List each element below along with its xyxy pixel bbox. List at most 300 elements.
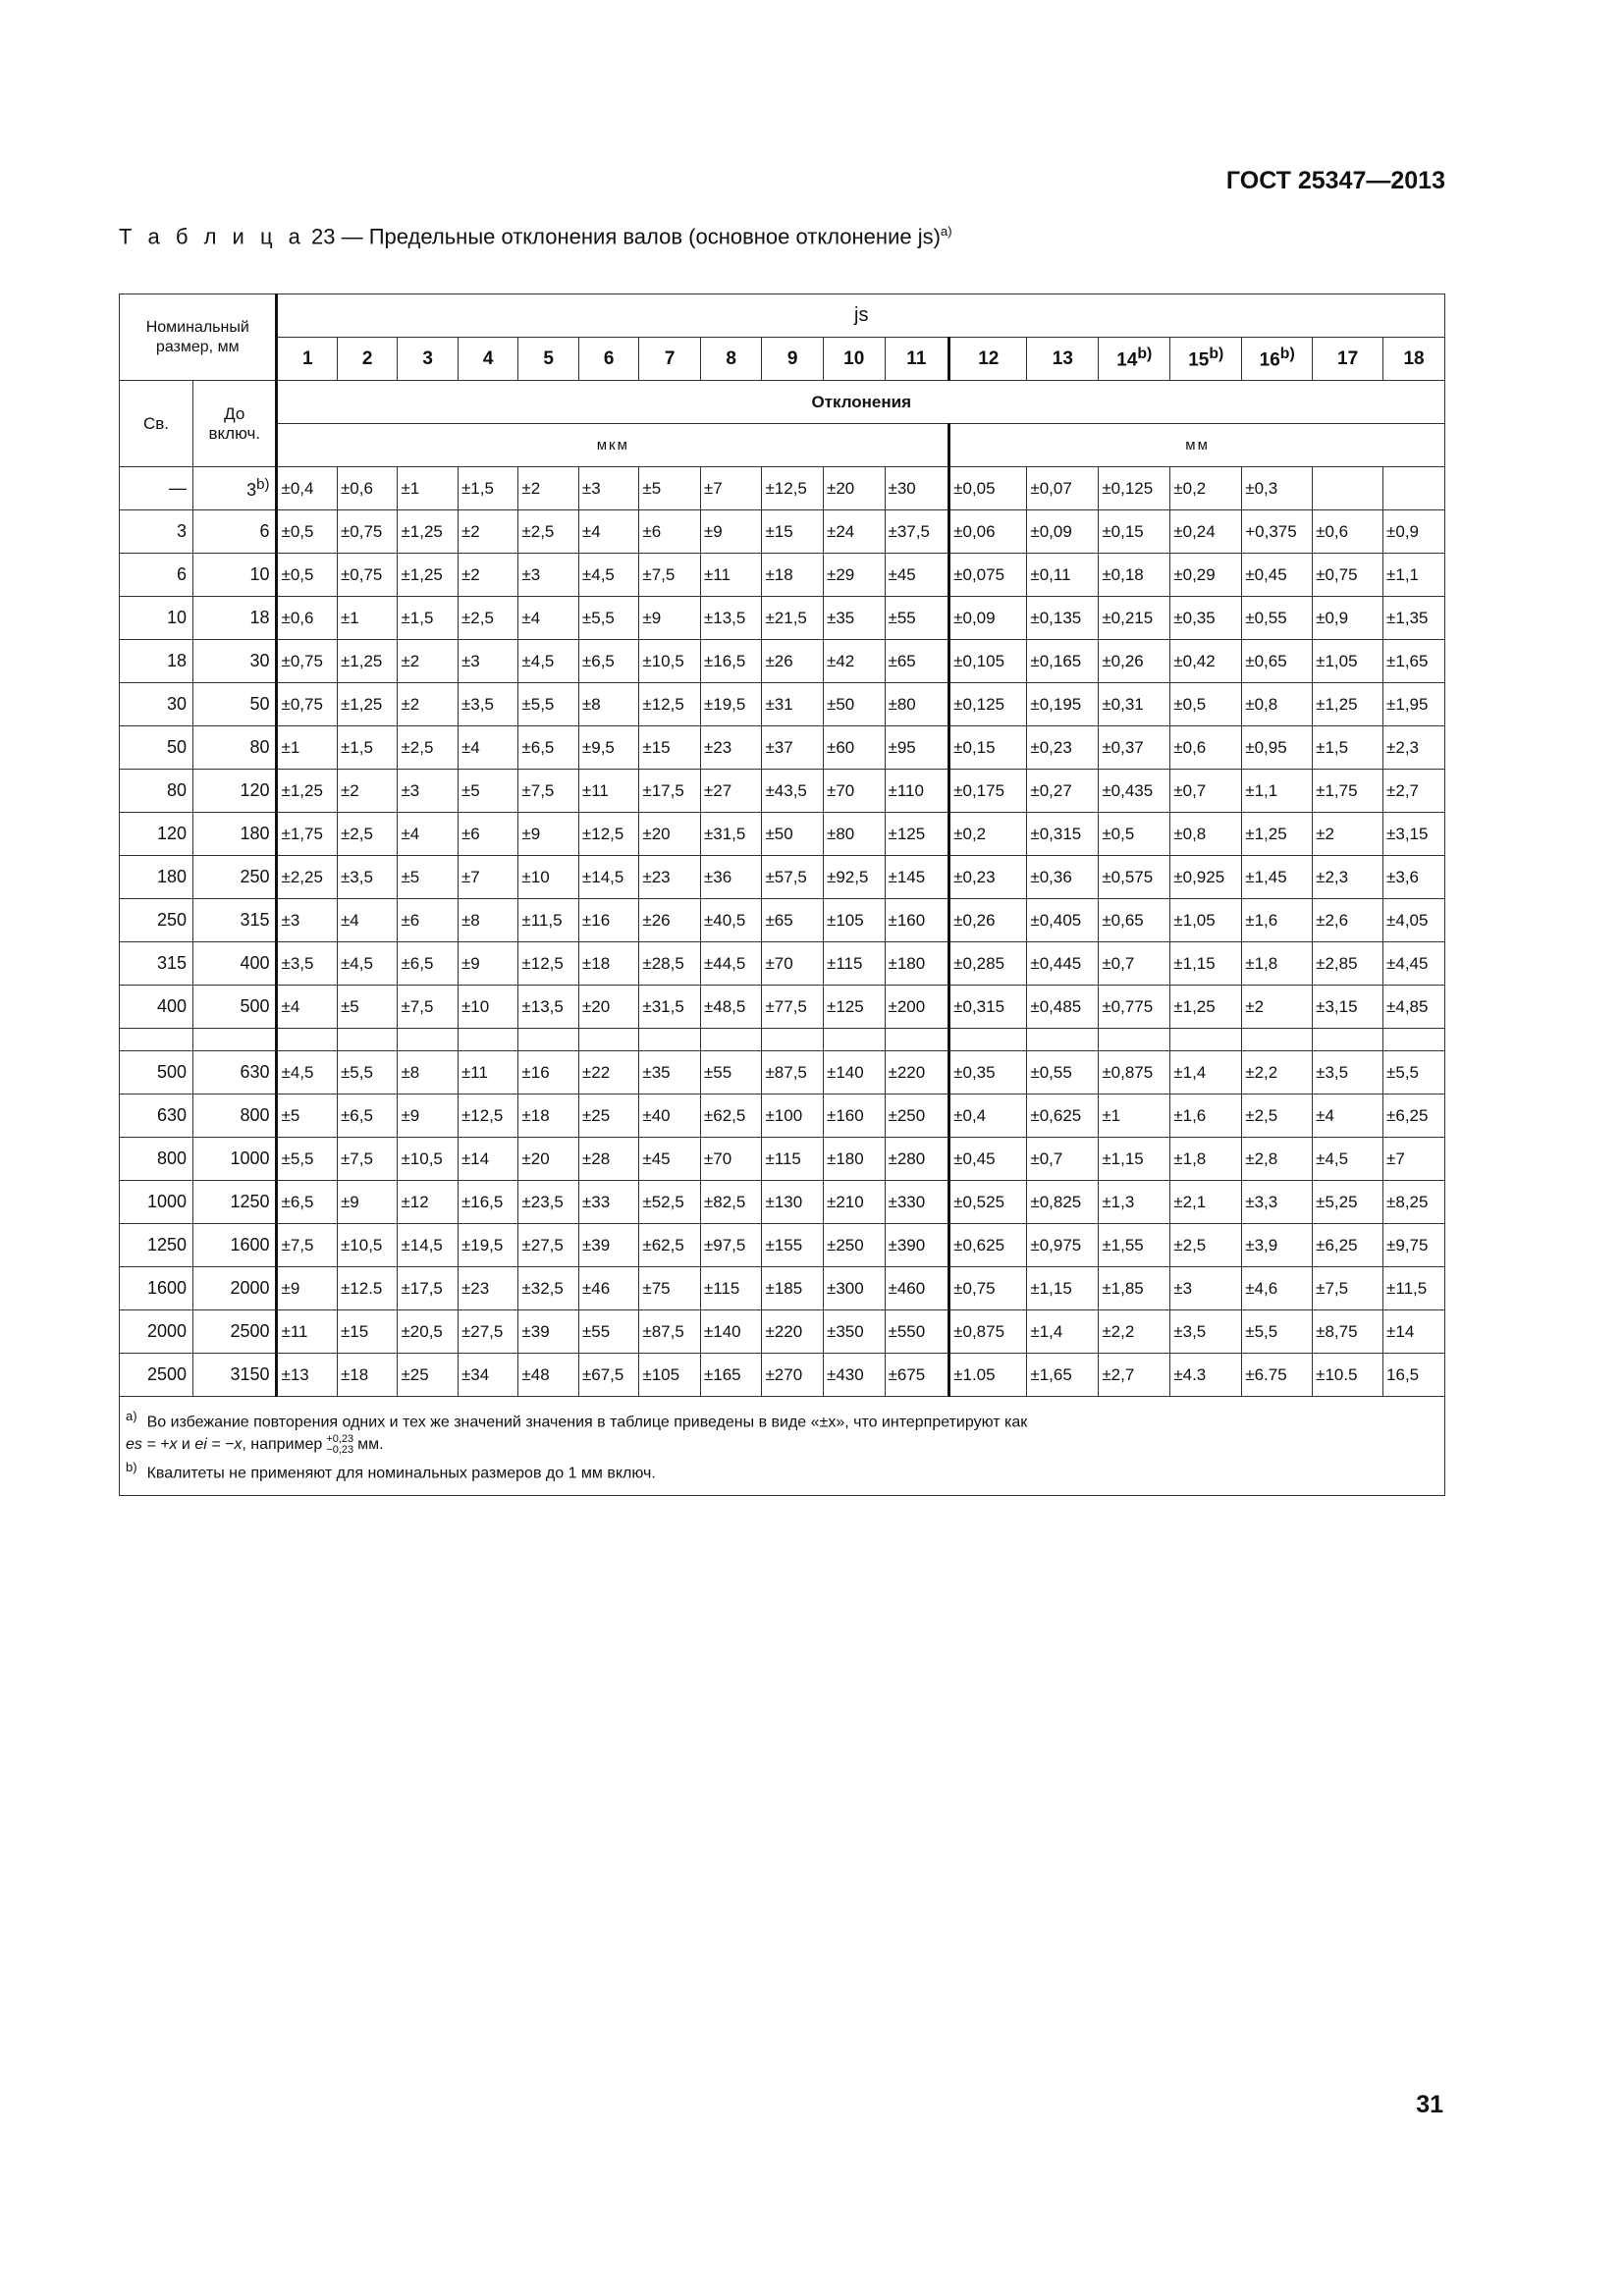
deviation-cell: ±2: [458, 554, 517, 597]
grade-header-18: [1383, 338, 1445, 381]
size-to-value: 800: [240, 1105, 270, 1125]
deviation-cell: ±65: [762, 899, 824, 942]
size-to-cell: [193, 856, 277, 899]
deviation-cell: ±30: [885, 467, 949, 510]
deviation-cell: ±5,5: [578, 597, 638, 640]
size-to-value: 50: [249, 694, 270, 714]
deviation-cell: ±1,45: [1242, 856, 1313, 899]
deviation-cell: ±2,8: [1242, 1138, 1313, 1181]
deviation-cell: ±0,15: [1099, 510, 1170, 554]
deviation-cell: ±5,5: [1383, 1051, 1445, 1095]
deviation-cell: ±0,9: [1383, 510, 1445, 554]
deviation-cell: ±0,2: [1170, 467, 1242, 510]
size-to-value: 250: [240, 867, 270, 886]
deviation-cell: ±330: [885, 1181, 949, 1224]
deviation-cell: ±11: [277, 1310, 337, 1354]
size-to-cell: [193, 986, 277, 1029]
deviation-cell: ±23: [700, 726, 762, 770]
size-from-cell: —: [120, 467, 193, 510]
grade-number: 12: [978, 347, 1000, 369]
deviation-cell: ±14: [1383, 1310, 1445, 1354]
table-row: [120, 1095, 1445, 1138]
footnote-a-ei: ei: [194, 1436, 207, 1454]
size-from-cell: 2500: [120, 1354, 193, 1397]
deviation-cell: ±0,875: [949, 1310, 1027, 1354]
deviation-cell: ±180: [823, 1138, 885, 1181]
deviation-cell: ±0,405: [1027, 899, 1099, 942]
size-from-cell: 1600: [120, 1267, 193, 1310]
deviation-cell: ±27,5: [458, 1310, 517, 1354]
deviation-cell: ±10: [458, 986, 517, 1029]
caption-prefix: Т а б л и ц а: [119, 224, 305, 249]
deviation-cell: ±1,05: [1170, 899, 1242, 942]
grade-number: 17: [1337, 347, 1359, 369]
deviation-cell: ±40,5: [700, 899, 762, 942]
deviation-cell: ±6,25: [1313, 1224, 1383, 1267]
grade-number: 8: [726, 347, 736, 369]
deviation-cell: ±23: [458, 1267, 517, 1310]
deviation-cell: ±2,2: [1242, 1051, 1313, 1095]
deviation-cell: ±0,165: [1027, 640, 1099, 683]
deviation-cell: ±82,5: [700, 1181, 762, 1224]
deviation-cell: ±0,09: [949, 597, 1027, 640]
table-spacer-row: [120, 1029, 1445, 1051]
deviation-cell: ±115: [700, 1267, 762, 1310]
deviation-cell: ±50: [762, 813, 824, 856]
deviation-cell: ±2: [337, 770, 397, 813]
deviation-cell: ±65: [885, 640, 949, 683]
grade-number: 16: [1259, 349, 1280, 371]
deviation-cell: ±1,55: [1099, 1224, 1170, 1267]
deviation-cell: ±1,5: [1313, 726, 1383, 770]
deviation-cell: ±0,65: [1242, 640, 1313, 683]
deviation-cell: ±5,5: [337, 1051, 397, 1095]
size-from-cell: 2000: [120, 1310, 193, 1354]
size-to-cell: [193, 640, 277, 683]
grade-number: 2: [361, 347, 373, 369]
deviation-cell: ±1,5: [458, 467, 517, 510]
deviation-cell: ±3,15: [1383, 813, 1445, 856]
table-row: [120, 1224, 1445, 1267]
deviation-cell: ±5: [277, 1095, 337, 1138]
grade-header-10: [823, 338, 885, 381]
size-from-cell: 630: [120, 1095, 193, 1138]
deviation-cell: ±0,4: [949, 1095, 1027, 1138]
deviation-cell: ±675: [885, 1354, 949, 1397]
deviation-cell: ±5,25: [1313, 1181, 1383, 1224]
deviation-cell: ±4: [458, 726, 517, 770]
deviation-cell: ±0,55: [1027, 1051, 1099, 1095]
deviation-cell: ±17,5: [639, 770, 701, 813]
deviation-cell: ±0,925: [1170, 856, 1242, 899]
deviation-cell: ±1,25: [1242, 813, 1313, 856]
deviation-cell: ±14,5: [578, 856, 638, 899]
deviation-cell: ±10: [518, 856, 578, 899]
deviation-cell: ±1,4: [1027, 1310, 1099, 1354]
size-from-cell: 10: [120, 597, 193, 640]
spacer-cell: [518, 1029, 578, 1051]
deviation-cell: ±140: [823, 1051, 885, 1095]
deviation-cell: ±0,31: [1099, 683, 1170, 726]
deviation-cell: ±6,5: [277, 1181, 337, 1224]
deviation-cell: ±23,5: [518, 1181, 578, 1224]
spacer-cell: [398, 1029, 458, 1051]
size-from-cell: 800: [120, 1138, 193, 1181]
deviation-cell: ±7,5: [639, 554, 701, 597]
size-to-cell: [193, 510, 277, 554]
deviation-cell: ±27: [700, 770, 762, 813]
deviation-cell: ±1,25: [398, 510, 458, 554]
deviation-cell: ±250: [885, 1095, 949, 1138]
deviation-cell: ±20: [823, 467, 885, 510]
deviation-cell: ±5,5: [1242, 1310, 1313, 1354]
deviation-cell: ±2: [518, 467, 578, 510]
size-from-cell: 30: [120, 683, 193, 726]
deviation-cell: ±1: [398, 467, 458, 510]
deviation-cell: ±75: [639, 1267, 701, 1310]
deviation-cell: ±0,9: [1313, 597, 1383, 640]
size-to-cell: [193, 813, 277, 856]
deviation-cell: ±0,11: [1027, 554, 1099, 597]
deviation-cell: ±31,5: [700, 813, 762, 856]
deviation-cell: ±13,5: [518, 986, 578, 1029]
deviation-cell: ±0,7: [1027, 1138, 1099, 1181]
deviation-cell: ±67,5: [578, 1354, 638, 1397]
deviation-cell: ±5,5: [518, 683, 578, 726]
deviation-cell: ±0,6: [1170, 726, 1242, 770]
deviation-cell: ±6,5: [337, 1095, 397, 1138]
grade-header-7: [639, 338, 701, 381]
deviation-cell: ±20: [639, 813, 701, 856]
deviation-cell: ±0,625: [1027, 1095, 1099, 1138]
deviation-cell: ±4,5: [578, 554, 638, 597]
deviation-cell: ±1,6: [1242, 899, 1313, 942]
deviation-cell: ±37,5: [885, 510, 949, 554]
deviation-cell: ±0,315: [1027, 813, 1099, 856]
footnote-b-mark: b): [126, 1460, 137, 1475]
deviation-cell: ±12,5: [762, 467, 824, 510]
deviation-cell: ±390: [885, 1224, 949, 1267]
deviation-cell: ±16,5: [700, 640, 762, 683]
size-to-cell: [193, 1138, 277, 1181]
deviation-cell: ±145: [885, 856, 949, 899]
deviation-cell: ±2,7: [1099, 1354, 1170, 1397]
deviation-cell: ±3,6: [1383, 856, 1445, 899]
size-to-value: 3: [246, 480, 257, 500]
deviation-cell: ±0,7: [1099, 942, 1170, 986]
size-to-cell: [193, 1267, 277, 1310]
spacer-cell: [1313, 1029, 1383, 1051]
deviation-cell: ±0,35: [1170, 597, 1242, 640]
footnote-a-example: , например: [242, 1436, 323, 1454]
deviation-cell: ±1,85: [1099, 1267, 1170, 1310]
deviation-cell: ±55: [885, 597, 949, 640]
grade-header-14: [1099, 338, 1170, 381]
footnote-a-fraction: [326, 1434, 353, 1456]
size-from-cell: 120: [120, 813, 193, 856]
footnotes-cell: [120, 1397, 1445, 1496]
deviation-cell: ±140: [700, 1310, 762, 1354]
deviation-cell: ±0,2: [949, 813, 1027, 856]
size-to-cell: [193, 1095, 277, 1138]
footnote-b-text: Квалитеты не применяют для номинальных размеров до 1 мм включ.: [146, 1465, 656, 1482]
deviation-cell: ±155: [762, 1224, 824, 1267]
deviation-cell: ±0,315: [949, 986, 1027, 1029]
nominal-size-header: Номинальный размер, мм: [120, 294, 277, 381]
deviation-cell: ±7,5: [398, 986, 458, 1029]
size-to-cell: [193, 683, 277, 726]
grade-header-3: [398, 338, 458, 381]
deviation-cell: ±4,85: [1383, 986, 1445, 1029]
deviation-cell: ±0,29: [1170, 554, 1242, 597]
size-to-cell: [193, 1310, 277, 1354]
deviation-cell: ±0,3: [1242, 467, 1313, 510]
deviation-cell: ±280: [885, 1138, 949, 1181]
grade-header-9: [762, 338, 824, 381]
deviation-cell: ±11,5: [518, 899, 578, 942]
size-from-cell: 80: [120, 770, 193, 813]
deviation-cell: ±4.3: [1170, 1354, 1242, 1397]
grade-header-4: [458, 338, 517, 381]
table-row: [120, 1310, 1445, 1354]
deviation-cell: ±10,5: [639, 640, 701, 683]
deviation-cell: ±0,485: [1027, 986, 1099, 1029]
deviation-cell: ±0,15: [949, 726, 1027, 770]
deviation-cell: ±11,5: [1383, 1267, 1445, 1310]
deviation-cell: ±220: [885, 1051, 949, 1095]
size-from-cell: 500: [120, 1051, 193, 1095]
deviation-cell: ±87,5: [639, 1310, 701, 1354]
deviation-cell: ±22: [578, 1051, 638, 1095]
deviation-cell: ±2,3: [1383, 726, 1445, 770]
size-to-cell: [193, 726, 277, 770]
size-to-cell: [193, 1181, 277, 1224]
deviation-cell: ±1,5: [337, 726, 397, 770]
deviation-cell: ±9: [458, 942, 517, 986]
deviation-cell: ±1,75: [277, 813, 337, 856]
deviation-cell: ±1,25: [337, 640, 397, 683]
deviation-cell: ±2,5: [1170, 1224, 1242, 1267]
deviation-cell: ±6,25: [1383, 1095, 1445, 1138]
deviation-cell: ±0,7: [1170, 770, 1242, 813]
table-row: [120, 986, 1445, 1029]
deviation-cell: ±3,5: [1170, 1310, 1242, 1354]
deviation-cell: ±8: [578, 683, 638, 726]
deviation-cell: ±35: [639, 1051, 701, 1095]
deviation-cell: ±0,6: [1313, 510, 1383, 554]
deviation-cell: ±1,15: [1099, 1138, 1170, 1181]
deviation-cell: ±2: [1313, 813, 1383, 856]
deviation-cell: ±9,5: [578, 726, 638, 770]
grade-header-11: [885, 338, 949, 381]
deviation-cell: ±0,55: [1242, 597, 1313, 640]
deviation-cell: ±11: [700, 554, 762, 597]
spacer-cell: [949, 1029, 1027, 1051]
deviation-cell: ±125: [823, 986, 885, 1029]
deviation-cell: ±7: [458, 856, 517, 899]
deviation-cell: 16,5: [1383, 1354, 1445, 1397]
deviation-cell: ±3: [1170, 1267, 1242, 1310]
grade-footnote-mark: b): [1279, 346, 1295, 363]
size-to-cell: [193, 770, 277, 813]
footnote-b: [126, 1456, 1438, 1484]
size-to-cell: [193, 899, 277, 942]
deviation-cell: ±2,7: [1383, 770, 1445, 813]
size-to-value: 6: [259, 521, 270, 541]
deviation-cell: ±25: [398, 1354, 458, 1397]
deviation-cell: ±7,5: [518, 770, 578, 813]
spacer-cell: [578, 1029, 638, 1051]
deviation-cell: ±36: [700, 856, 762, 899]
deviation-cell: ±13: [277, 1354, 337, 1397]
deviation-cell: ±0,24: [1170, 510, 1242, 554]
deviation-cell: ±0,215: [1099, 597, 1170, 640]
size-to-cell: [193, 1051, 277, 1095]
deviation-cell: ±3,5: [458, 683, 517, 726]
deviation-cell: ±1,3: [1099, 1181, 1170, 1224]
grade-header-8: [700, 338, 762, 381]
deviation-cell: ±0,75: [277, 640, 337, 683]
deviation-cell: ±9: [639, 597, 701, 640]
grade-number: 6: [603, 347, 615, 369]
deviation-cell: ±2,25: [277, 856, 337, 899]
deviation-cell: ±46: [578, 1267, 638, 1310]
deviation-cell: ±12,5: [458, 1095, 517, 1138]
deviation-cell: ±16: [518, 1051, 578, 1095]
deviation-cell: ±45: [885, 554, 949, 597]
deviation-cell: ±35: [823, 597, 885, 640]
deviation-cell: ±2: [398, 640, 458, 683]
deviation-cell: ±1,95: [1383, 683, 1445, 726]
deviation-cell: ±1,5: [398, 597, 458, 640]
deviation-cell: ±270: [762, 1354, 824, 1397]
grade-footnote-mark: b): [1137, 346, 1153, 363]
deviation-cell: ±4,5: [337, 942, 397, 986]
table-row: [120, 554, 1445, 597]
deviation-cell: ±8: [458, 899, 517, 942]
deviation-cell: ±5: [398, 856, 458, 899]
deviation-cell: ±1,8: [1242, 942, 1313, 986]
deviation-cell: ±28,5: [639, 942, 701, 986]
deviation-cell: ±80: [885, 683, 949, 726]
size-to-value: 500: [240, 996, 270, 1016]
table-row: [120, 1267, 1445, 1310]
deviation-cell: ±1,6: [1170, 1095, 1242, 1138]
deviation-cell: ±2,5: [337, 813, 397, 856]
spacer-cell: [193, 1029, 277, 1051]
size-to-value: 630: [240, 1062, 270, 1082]
deviation-cell: ±12: [398, 1181, 458, 1224]
deviation-cell: ±37: [762, 726, 824, 770]
grade-header-17: [1313, 338, 1383, 381]
deviation-cell: ±26: [639, 899, 701, 942]
footnotes-row: [120, 1397, 1445, 1496]
deviation-cell: ±1,4: [1170, 1051, 1242, 1095]
deviation-cell: ±1,75: [1313, 770, 1383, 813]
deviation-cell: ±2,3: [1313, 856, 1383, 899]
deviation-cell: ±0,125: [949, 683, 1027, 726]
deviation-cell: ±55: [700, 1051, 762, 1095]
deviation-cell: ±2: [458, 510, 517, 554]
deviation-cell: ±3,3: [1242, 1181, 1313, 1224]
deviation-cell: ±14,5: [398, 1224, 458, 1267]
deviation-cell: ±1: [277, 726, 337, 770]
deviation-cell: ±0,27: [1027, 770, 1099, 813]
fraction-bottom: −0,23: [326, 1444, 354, 1457]
deviation-cell: ±3,5: [277, 942, 337, 986]
deviation-cell: ±7,5: [1313, 1267, 1383, 1310]
deviation-cell: ±9,75: [1383, 1224, 1445, 1267]
deviation-cell: ±0,195: [1027, 683, 1099, 726]
size-to-value: 2500: [230, 1321, 270, 1341]
table-row: [120, 1051, 1445, 1095]
deviation-cell: ±160: [885, 899, 949, 942]
deviation-cell: ±31: [762, 683, 824, 726]
footnote-a-text: Во избежание повторения одних и тех же значений значения в таблице приведены в виде «±x», что интерпретируют как: [146, 1414, 1028, 1431]
deviation-cell: ±7,5: [337, 1138, 397, 1181]
deviation-cell: ±0,5: [277, 554, 337, 597]
grade-header-5: [518, 338, 578, 381]
deviation-cell: ±12,5: [518, 942, 578, 986]
deviation-cell: [1313, 467, 1383, 510]
deviation-cell: ±77,5: [762, 986, 824, 1029]
deviation-cell: ±180: [885, 942, 949, 986]
deviation-cell: ±2,5: [1242, 1095, 1313, 1138]
footnote-a-es-value: = +x: [141, 1436, 178, 1454]
deviation-cell: ±19,5: [458, 1224, 517, 1267]
size-footnote-mark: b): [256, 476, 270, 493]
deviation-cell: ±15: [337, 1310, 397, 1354]
deviation-cell: ±0,445: [1027, 942, 1099, 986]
deviation-cell: ±3: [277, 899, 337, 942]
deviation-cell: ±0,4: [277, 467, 337, 510]
deviation-cell: ±1: [1099, 1095, 1170, 1138]
spacer-cell: [762, 1029, 824, 1051]
deviation-cell: ±105: [639, 1354, 701, 1397]
deviation-cell: ±0,6: [337, 467, 397, 510]
deviation-cell: ±2,5: [518, 510, 578, 554]
deviation-cell: ±26: [762, 640, 824, 683]
deviation-cell: ±1,25: [337, 683, 397, 726]
grade-number: 1: [301, 347, 313, 369]
grade-number: 7: [664, 347, 676, 369]
spacer-cell: [885, 1029, 949, 1051]
deviation-cell: ±9: [700, 510, 762, 554]
deviation-cell: ±0,8: [1170, 813, 1242, 856]
table-row: [120, 813, 1445, 856]
deviation-cell: ±0,125: [1099, 467, 1170, 510]
deviation-cell: ±250: [823, 1224, 885, 1267]
deviation-cell: ±300: [823, 1267, 885, 1310]
deviation-cell: ±16: [578, 899, 638, 942]
deviation-cell: ±0,75: [1313, 554, 1383, 597]
deviation-cell: ±11: [578, 770, 638, 813]
deviation-cell: ±5: [337, 986, 397, 1029]
size-from-cell: 315: [120, 942, 193, 986]
deviation-cell: ±13,5: [700, 597, 762, 640]
deviation-cell: ±2,5: [398, 726, 458, 770]
size-to-value: 80: [249, 737, 270, 757]
deviation-cell: ±0,36: [1027, 856, 1099, 899]
spacer-cell: [277, 1029, 337, 1051]
deviation-cell: ±40: [639, 1095, 701, 1138]
deviation-cell: ±3,15: [1313, 986, 1383, 1029]
deviation-cell: ±9: [337, 1181, 397, 1224]
deviation-cell: ±125: [885, 813, 949, 856]
deviation-cell: ±0,45: [949, 1138, 1027, 1181]
deviation-cell: ±70: [823, 770, 885, 813]
grade-number: 18: [1403, 347, 1425, 369]
